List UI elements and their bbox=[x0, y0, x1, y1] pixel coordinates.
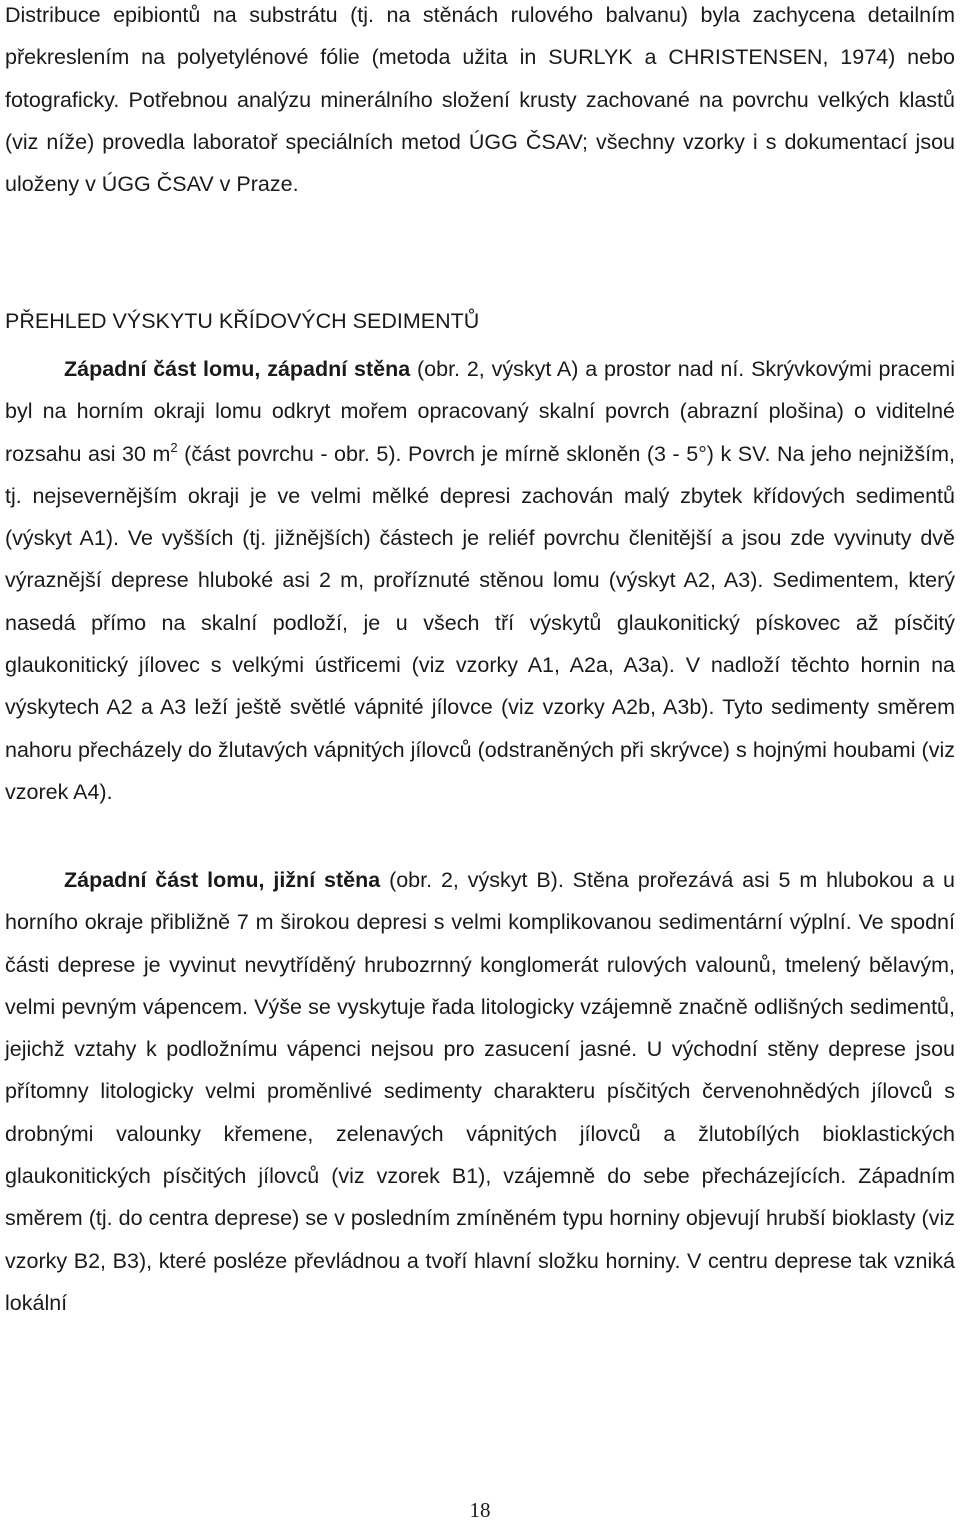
south-wall-paragraph bbox=[5, 859, 955, 1324]
west-wall-paragraph bbox=[5, 348, 955, 813]
west-wall-text-a: (obr. 2, výskyt A) a prostor nad ní. Skrývkovými pracemi byl na horním okraji lomu odkryt mořem opracovaný skalní povrch (abrazní plošina) o viditelné rozsahu asi 30 m bbox=[5, 357, 955, 466]
south-wall-text: (obr. 2, výskyt B). Stěna prořezává asi 5 m hlubokou a u horního okraje přibližně 7 m širokou depresi s velmi komplikovanou sedimentární výplní. Ve spodní části deprese je vyvinut nevytříděný hrubozrnný konglomerát rulových valounů, tmelený bělavým, velmi pevným vápencem. Výše se vyskytuje řada litologicky vzájemně značně odlišných sedimentů, jejichž vztahy k podložnímu vápenci nejsou pro zasucení jasné. U východní stěny deprese jsou přítomny litologicky velmi proměnlivé sedimenty charakteru písčitých červenohnědých jílovců s drobnými valounky křemene, zelenavých vápnitých jílovců a žlutobílých bioklastických glaukonitických písčitých jílovců (viz vzorek B1), vzájemně do sebe přecházejících. Západním směrem (tj. do centra deprese) se v posledním zmíněném typu horniny objevují hrubší bioklasty (viz vzorky B2, B3), které posléze převládnou a tvoří hlavní složku horniny. V centru deprese tak vzniká lokální bbox=[5, 868, 955, 1315]
south-wall-title: Západní část lomu, jižní stěna bbox=[64, 868, 381, 892]
area-superscript: 2 bbox=[170, 439, 178, 455]
page-number: 18 bbox=[469, 1498, 491, 1522]
west-wall-title: Západní část lomu, západní stěna bbox=[64, 357, 411, 381]
intro-paragraph: Distribuce epibiontů na substrátu (tj. na stěnách rulového balvanu) byla zachycena detailním překreslením na polyetylénové fólie (metoda užita in SURLYK a CHRISTENSEN, 1974) nebo fotograficky. Potřebnou analýzu minerálního složení krusty zachované na povrchu velkých klastů (viz níže) provedla laboratoř speciálních metod ÚGG ČSAV; všechny vzorky i s dokumentací jsou uloženy v ÚGG ČSAV v Praze. bbox=[5, 3, 955, 197]
west-wall-text-b: (část povrchu - obr. 5). Povrch je mírně skloněn (3 - 5°) k SV. Na jeho nejnižším, tj. nejsevernějším okraji je ve velmi mělké depresi zachován malý zbytek křídových sedimentů (výskyt A1). Ve vyšších (tj. jižnějších) částech je reliéf povrchu členitější a jsou zde vyvinuty dvě výraznější deprese hluboké asi 2 m, proříznuté stěnou lomu (výskyt A2, A3). Sedimentem, který nasedá přímo na skalní podloží, je u všech tří výskytů glaukonitický pískovec až písčitý glaukonitický jílovec s velkými ústřicemi (viz vzorky A1, A2a, A3a). V nadloží těchto hornin na výskytech A2 a A3 leží ještě světlé vápnité jílovce (viz vzorky A2b, A3b). Tyto sedimenty směrem nahoru přecházely do žlutavých vápnitých jílovců (odstraněných při skrývce) s hojnými houbami (viz vzorek A4). bbox=[5, 441, 955, 804]
section-heading: PŘEHLED VÝSKYTU KŘÍDOVÝCH SEDIMENTŮ bbox=[5, 309, 480, 333]
